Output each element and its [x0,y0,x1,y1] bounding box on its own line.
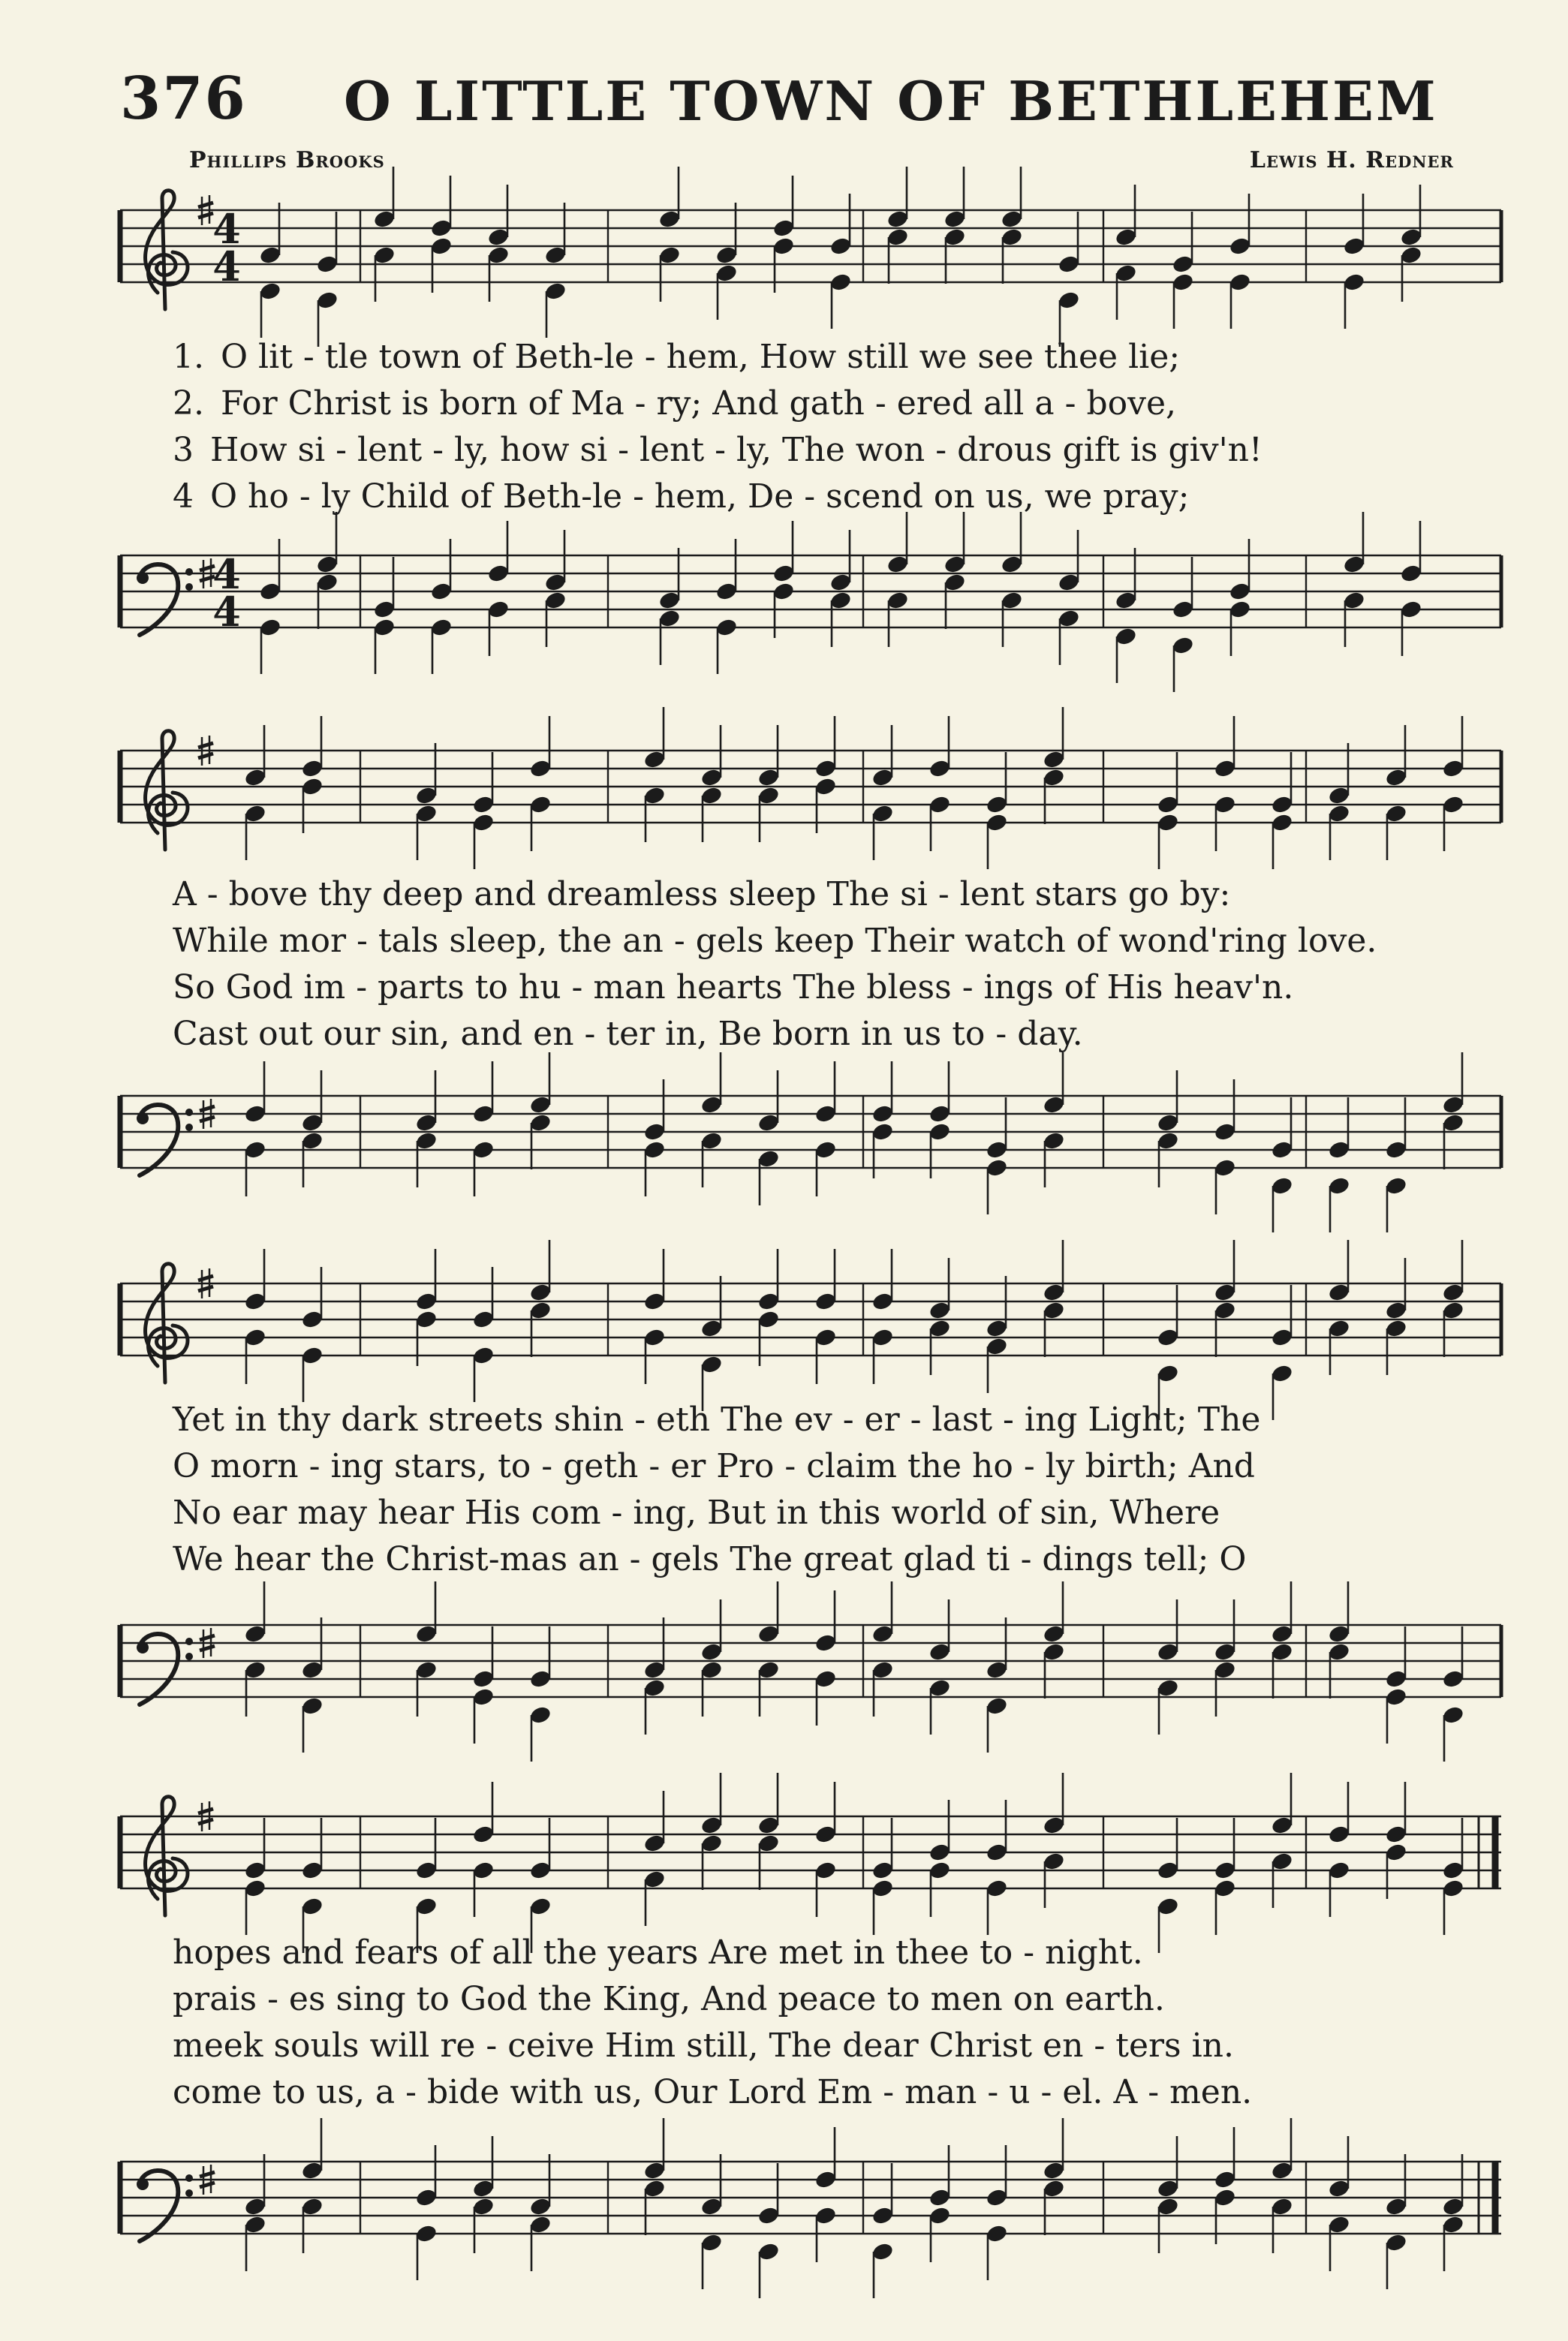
verse-1-line-2 [173,875,1501,920]
lyric-line: A - bove thy deep and dreamless sleep The si - lent stars go by: [173,875,1231,913]
lyric-line: How si - lent - ly, how si - lent - ly, The won - drous gift is giv'n! [210,431,1263,469]
treble-clef-icon [146,1797,188,1915]
composer-credit: Lewis H. Redner [1249,147,1454,173]
bass-clef-icon [137,1634,193,1705]
bass-clef-icon [137,564,193,635]
bass-clef-icon [137,2171,193,2241]
verse-4-line-1 [173,477,1501,522]
bass-clef-icon [137,1105,193,1175]
verse-4-line-4 [173,2073,1501,2118]
lyric-line: So God im - parts to hu - man hearts The bless - ings of His heav'n. [173,968,1294,1007]
verse-3-line-2 [173,968,1501,1013]
verse-2-line-2 [173,922,1501,967]
verse-1-line-1 [173,338,1501,383]
verse-2-line-4 [173,1980,1501,2025]
verse-3-line-4 [173,2027,1501,2072]
hymn-number: 376 [120,65,247,133]
lyric-line: hopes and fears of all the years Are met in thee to - night. [173,1933,1143,1972]
bass-staff-1 [113,525,1509,676]
lyric-line: While mor - tals sleep, the an - gels keep Their watch of wond'ring love. [173,922,1377,960]
verse-2-line-3 [173,1447,1501,1492]
verse-1-line-3 [173,1401,1501,1446]
verse-4-line-3 [173,1540,1501,1585]
treble-clef-icon [146,1264,188,1383]
lyric-line: O morn - ing stars, to - geth - er Pro - claim the ho - ly birth; And [173,1447,1255,1485]
verse-number: 4 [173,477,194,516]
lyric-line: For Christ is born of Ma - ry; And gath - ered all a - bove, [220,384,1176,423]
lyric-line: come to us, a - bide with us, Our Lord Em - man - u - el. A - men. [173,2073,1253,2111]
lyric-line: Cast out our sin, and en - ter in, Be born in us to - day. [173,1015,1083,1053]
treble-staff-1 [113,180,1509,330]
treble-clef-icon [146,191,188,309]
verse-4-line-2 [173,1015,1501,1060]
lyric-line: O ho - ly Child of Beth-le - hem, De - scend on us, we pray; [210,477,1190,516]
lyric-line: No ear may hear His com - ing, But in this world of sin, Where [173,1494,1220,1532]
time-signature-top: 4 [212,550,241,598]
time-signature-bottom: 4 [212,588,241,636]
verse-1-line-4 [173,1933,1501,1978]
bass-staff-2 [113,1066,1509,1216]
lyric-line: meek souls will re - ceive Him still, The dear Christ en - ters in. [173,2027,1234,2065]
treble-staff-4 [113,1786,1509,1936]
treble-staff-2 [113,721,1509,871]
verse-2-line-1 [173,384,1501,429]
verse-number: 3 [173,431,194,469]
time-signature-bottom: 4 [212,242,241,290]
treble-staff-3 [113,1253,1509,1404]
time-signature-top: 4 [212,205,241,253]
lyric-line: We hear the Christ-mas an - gels The great glad ti - dings tell; O [173,1540,1247,1578]
verse-number: 2. [173,384,204,423]
lyric-line: prais - es sing to God the King, And peace to men on earth. [173,1980,1165,2018]
verse-3-line-3 [173,1494,1501,1539]
lyric-line: O lit - tle town of Beth-le - hem, How still we see thee lie; [220,338,1181,376]
treble-clef-icon [146,731,188,850]
bass-staff-4 [113,2132,1509,2282]
lyric-line: Yet in thy dark streets shin - eth The ev - er - last - ing Light; The [173,1401,1261,1439]
verse-3-line-1 [173,431,1501,476]
lyricist-credit: Phillips Brooks [189,147,385,173]
hymn-title: O LITTLE TOWN OF BETHLEHEM [344,69,1438,133]
bass-staff-3 [113,1595,1509,1745]
verse-number: 1. [173,338,204,376]
